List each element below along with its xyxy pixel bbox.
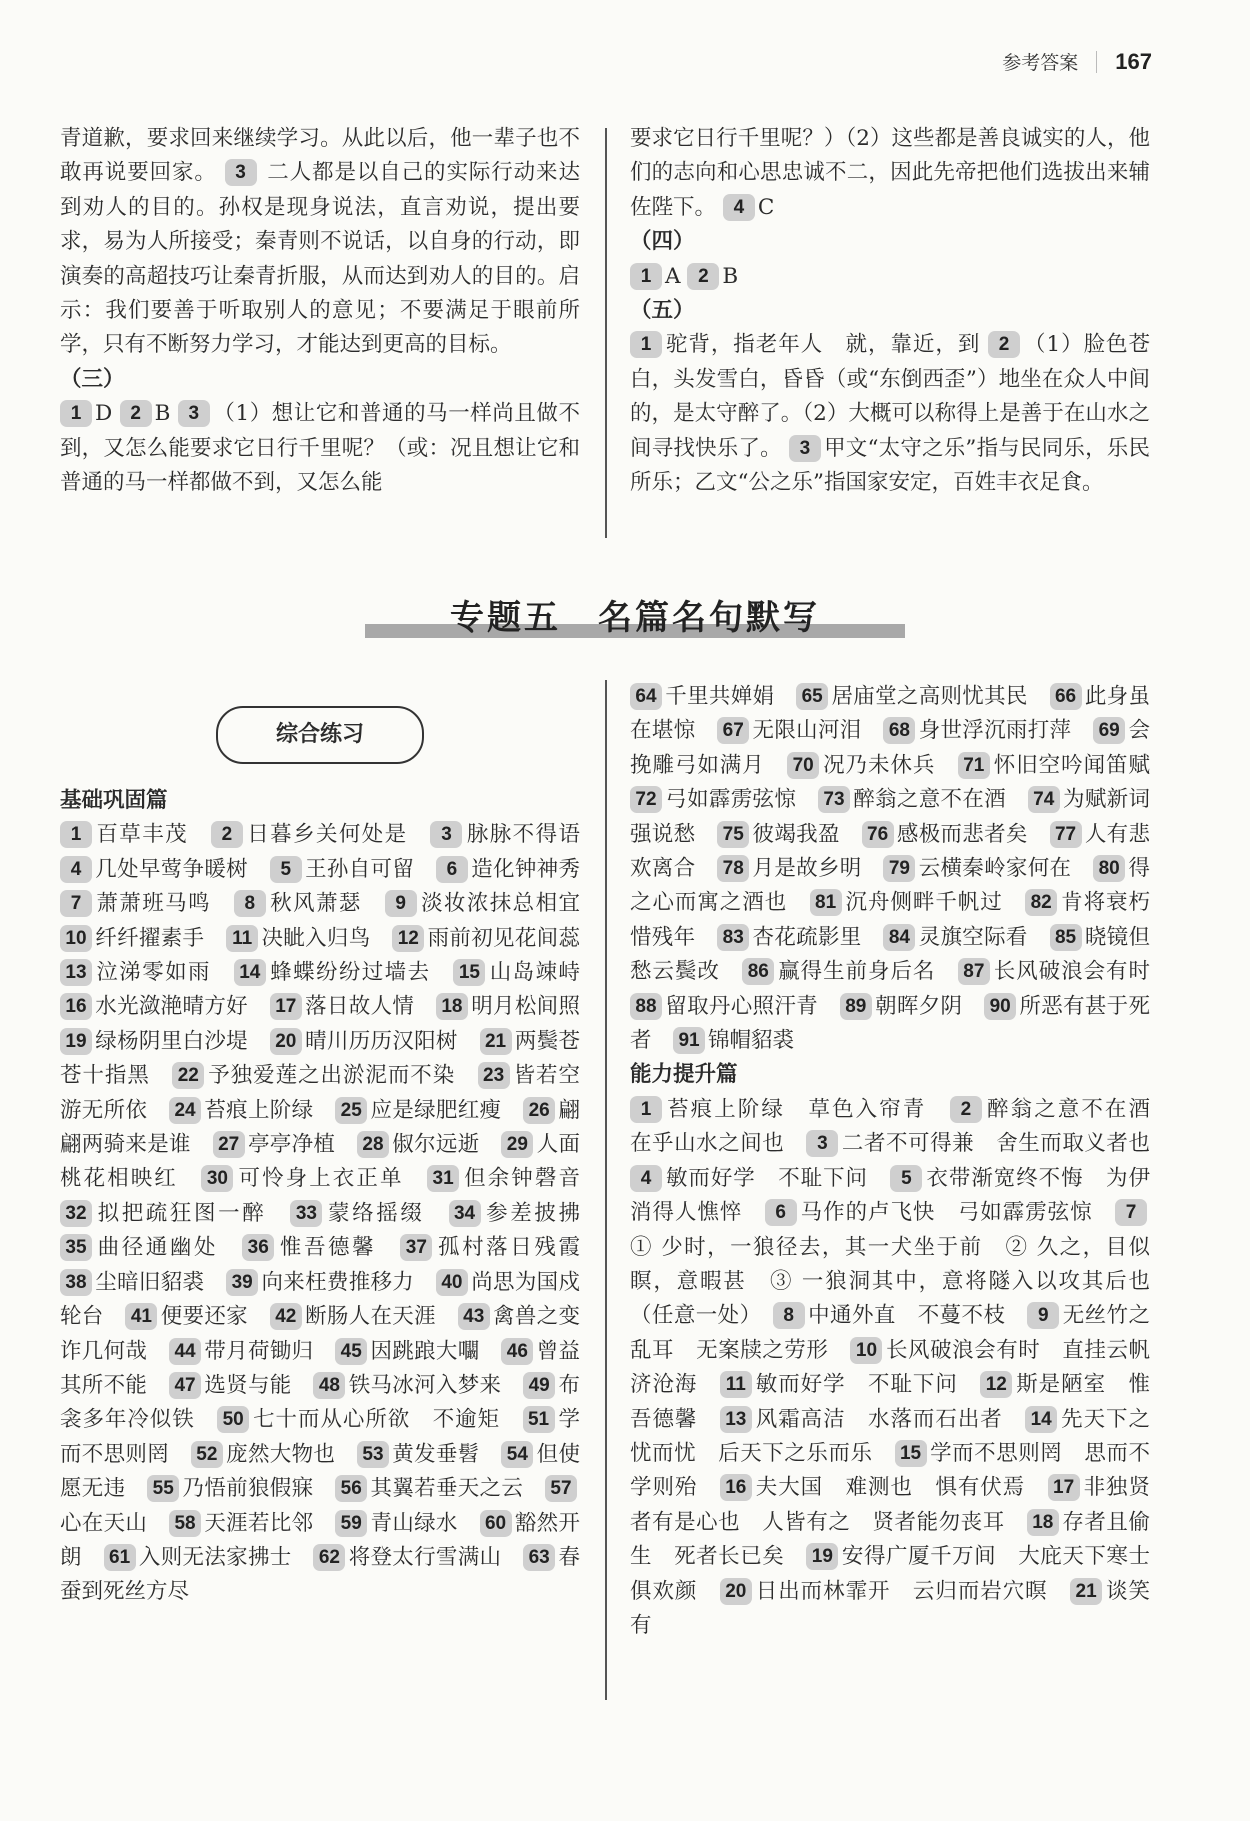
answer-number-badge: 3: [225, 159, 257, 186]
answer-number-badge: 7: [1115, 1199, 1147, 1226]
answer-number-badge: 16: [720, 1474, 752, 1501]
answer-number-badge: 87: [958, 958, 990, 985]
answer-text: 长风破浪会有时 直挂云帆济沧海: [630, 1337, 1150, 1398]
answer-number-badge: 3: [806, 1130, 838, 1157]
answer-number-badge: 49: [523, 1372, 555, 1399]
answer-text: 灵旗空际看: [918, 924, 1050, 950]
answer-text: 豁然开朗: [60, 1510, 580, 1570]
answers-bottom-right: [630, 680, 1172, 1643]
answer-number-badge: 35: [60, 1234, 92, 1261]
answer-number-badge: 3: [178, 400, 210, 427]
answer-text: 学而不思则罔 思而不学则殆: [630, 1440, 1150, 1501]
answer-number-badge: 69: [1093, 717, 1125, 744]
answer-text: 二人都是以自己的实际行动来达到劝人的目的。孙权是现身说法，直言劝说，提出要求，易为人所接受；秦青则不说话，以自身的行动，即演奏的高超技巧让秦青折服，从而达到劝人的目的。启示：我们要善于听取别人的意见；不要满足于眼前所学，只有不断努力学习，才能达到更高的目标。: [60, 160, 580, 358]
answer-number-badge: 12: [980, 1371, 1012, 1398]
answer-text: 无丝竹之乱耳 无案牍之劳形: [630, 1303, 1150, 1363]
answer-text: （1）脸色苍白，头发雪白，昏昏（或“东倒西歪”）地坐在众人中间的，是太守醉了。（2）大概可以称得上是善于在山水之间寻找快乐了。: [630, 332, 1150, 461]
answer-number-badge: 63: [523, 1544, 555, 1571]
answer-number-badge: 1: [630, 331, 662, 358]
answer-number-badge: 4: [60, 856, 92, 883]
answer-number-badge: 29: [501, 1131, 533, 1158]
answer-text: 可怜身上衣正单: [236, 1166, 428, 1192]
answer-text: 先天下之忧而忧 后天下之乐而乐: [630, 1406, 1150, 1466]
answer-text: 天涯若比邻: [204, 1510, 336, 1536]
answer-number-badge: 74: [1028, 786, 1060, 813]
answer-text: 人面桃花相映红: [60, 1132, 580, 1192]
answer-number-badge: 34: [449, 1200, 481, 1227]
answer-text: ① 少时，一狼径去，其一犬坐于前 ② 久之，目似瞑，意暇甚 ③ 一狼洞其中，意将隧入以攻其后也（任意一处）: [630, 1234, 1150, 1329]
section-label: 参考答案: [1002, 52, 1079, 74]
answer-number-badge: 1: [60, 400, 92, 427]
basic-answers-left: [60, 818, 602, 1609]
answer-text: 便要还家: [160, 1304, 270, 1330]
answer-number-badge: 2: [120, 400, 152, 427]
answer-number-badge: 2: [950, 1096, 982, 1123]
answer-text: 为赋新词强说愁: [630, 787, 1150, 847]
answer-number-badge: 70: [787, 752, 819, 779]
column-divider-top: [605, 128, 607, 538]
answer-number-badge: 6: [436, 856, 468, 883]
answer-number-badge: 43: [458, 1303, 490, 1330]
answer-text: 马作的卢飞快 弓如霹雳弦惊: [799, 1200, 1115, 1226]
answer-text: 中通外直 不蔓不枝: [807, 1303, 1028, 1329]
answer-number-badge: 91: [673, 1027, 705, 1054]
answer-number-badge: 89: [840, 993, 872, 1020]
answer-text: 醉翁之意不在酒 在乎山水之间也: [630, 1096, 1172, 1157]
answer-number-badge: 15: [895, 1440, 927, 1467]
answer-number-badge: 20: [270, 1028, 302, 1055]
answer-text: 二者不可得兼 舍生而取义者也: [841, 1131, 1172, 1157]
answer-number-badge: 37: [400, 1234, 432, 1261]
answer-text: 人有悲欢离合: [630, 821, 1150, 882]
answer-text: 得之心而寓之酒也: [630, 856, 1150, 916]
answer-text: C: [757, 194, 775, 220]
answer-number-badge: 56: [335, 1475, 367, 1502]
answer-text: 孤村落日残霞: [435, 1235, 602, 1261]
answer-text: 存者且偷生 死者长已矣: [630, 1509, 1150, 1570]
chapter-banner: [365, 590, 905, 650]
answer-number-badge: 18: [436, 993, 468, 1020]
answer-text: 几处早莺争暖树: [95, 856, 270, 882]
answer-text: 曲径通幽处: [95, 1235, 243, 1261]
answer-number-badge: 47: [169, 1372, 201, 1399]
answer-text: 选贤与能: [204, 1372, 314, 1398]
answer-text: 晴川历历汉阳树: [304, 1028, 480, 1054]
answer-number-badge: 20: [720, 1578, 752, 1605]
answer-number-badge: 22: [172, 1062, 204, 1089]
answer-text: 非独贤者有是心也 人皆有之 贤者能勿丧耳: [630, 1475, 1150, 1535]
answer-text: 谈笑有: [630, 1578, 1150, 1638]
page-number: 167: [1115, 48, 1152, 74]
answer-text: 因跳踉大㘚: [370, 1338, 502, 1364]
answer-number-badge: 21: [480, 1028, 512, 1055]
answer-number-badge: 32: [60, 1200, 92, 1227]
answer-text: 青道歉，要求回来继续学习。从此以后，他一辈子也不敢再说要回家。: [60, 126, 580, 186]
answer-number-badge: 19: [60, 1028, 92, 1055]
answer-number-badge: 6: [765, 1199, 797, 1226]
answer-text: 拟把疏狂图一醉: [95, 1200, 291, 1226]
answer-number-badge: 23: [478, 1062, 510, 1089]
answer-number-badge: 64: [630, 683, 662, 710]
basic-answers-right: [630, 680, 1172, 1058]
answer-number-badge: 16: [60, 993, 92, 1020]
answer-text: 秋风萧瑟: [268, 891, 385, 917]
answer-text: 其翼若垂天之云: [370, 1476, 545, 1502]
answer-number-badge: 14: [234, 959, 266, 986]
answer-text: 风霜高洁 水落而石出者: [754, 1406, 1026, 1432]
answer-number-badge: 85: [1050, 924, 1082, 951]
answer-number-badge: 81: [810, 889, 842, 916]
answer-number-badge: 77: [1050, 821, 1082, 848]
answer-number-badge: 33: [290, 1200, 322, 1227]
answer-text: 绿杨阴里白沙堤: [95, 1028, 270, 1054]
answer-text: 淡妆浓抹总相宜: [419, 891, 602, 917]
answer-text: 彼竭我盈: [752, 821, 862, 847]
answer-number-badge: 72: [630, 786, 662, 813]
answer-text: 怀旧空吟闻笛赋: [992, 752, 1172, 778]
answer-number-badge: 21: [1070, 1578, 1102, 1605]
answer-text: 禽兽之变诈几何哉: [60, 1304, 580, 1364]
answer-number-badge: 9: [385, 890, 417, 917]
column-divider-bottom: [605, 680, 607, 1700]
answer-number-badge: 38: [60, 1269, 92, 1296]
answer-text: 萧萧班马鸣: [95, 891, 234, 917]
answer-text: 百草丰茂: [95, 822, 211, 848]
answer-text: 无限山河泪: [752, 718, 884, 744]
answer-text: 晓镜但愁云鬓改: [630, 924, 1150, 985]
answer-text: 皆若空游无所依: [60, 1063, 580, 1123]
answer-text: 带月荷锄归: [204, 1338, 336, 1364]
answer-text: 惟吾德馨: [277, 1235, 401, 1261]
answer-number-badge: 67: [717, 717, 749, 744]
answer-number-badge: 30: [201, 1165, 233, 1192]
answer-text: 驼背，指老年人 就，靠近，到: [665, 332, 981, 358]
answer-text: 夫大国 难测也 惧有伏焉: [754, 1475, 1048, 1501]
answer-text: 沉舟侧畔千帆过: [844, 890, 1026, 916]
answer-text: 感极而悲者矣: [896, 821, 1050, 847]
answer-text: 留取丹心照汗青: [665, 993, 840, 1019]
answer-number-badge: 11: [720, 1371, 752, 1398]
answer-text: 心在天山: [60, 1510, 170, 1536]
answer-number-badge: 8: [234, 890, 266, 917]
answer-number-badge: 55: [147, 1475, 179, 1502]
answer-text: 蜂蝶纷纷过墙去: [268, 960, 454, 986]
section-heading: （四）: [630, 229, 695, 255]
answer-number-badge: 28: [357, 1131, 389, 1158]
answer-number-badge: 1: [630, 1096, 662, 1123]
answer-text: B: [154, 401, 171, 427]
answer-number-badge: 62: [313, 1544, 345, 1571]
answer-number-badge: 57: [545, 1475, 577, 1502]
answers-bottom-left: [60, 784, 602, 1610]
answer-text: 乃悟前狼假寐: [182, 1476, 336, 1502]
answer-number-badge: 10: [850, 1337, 882, 1364]
advanced-answers: [630, 1093, 1172, 1644]
answer-number-badge: 10: [60, 925, 92, 952]
answer-number-badge: 17: [270, 993, 302, 1020]
answer-number-badge: 4: [723, 194, 755, 221]
answer-text: 脉脉不得语: [465, 822, 602, 848]
answer-number-badge: 1: [60, 821, 92, 848]
section-heading: （三）: [60, 366, 125, 392]
answer-number-badge: 79: [883, 855, 915, 882]
answer-text: 敏而好学 不耻下问: [665, 1165, 891, 1191]
answer-text: 云横秦岭家何在: [918, 856, 1094, 882]
answer-number-badge: 5: [270, 856, 302, 883]
answer-text: 日出而林霏开 云归而岩穴暝: [754, 1578, 1071, 1604]
answer-text: 斯是陋室 惟吾德馨: [630, 1372, 1150, 1432]
answer-number-badge: 42: [270, 1303, 302, 1330]
answers-top-left: [60, 122, 580, 500]
answer-number-badge: 18: [1027, 1509, 1059, 1536]
answer-text: 决眦入归鸟: [261, 925, 393, 951]
answer-text: 肯将衰朽惜残年: [630, 890, 1150, 950]
answer-number-badge: 86: [742, 958, 774, 985]
answer-text: 醉翁之意不在酒: [852, 787, 1028, 813]
answer-number-badge: 66: [1050, 683, 1082, 710]
answer-number-badge: 9: [1027, 1302, 1059, 1329]
answer-number-badge: 14: [1025, 1406, 1057, 1433]
answer-text: 黄发垂髫: [392, 1441, 502, 1467]
answer-text: 但余钟磬音: [462, 1166, 602, 1192]
answer-number-badge: 2: [988, 331, 1020, 358]
answer-number-badge: 60: [480, 1510, 512, 1537]
answer-text: 青山绿水: [370, 1510, 480, 1536]
answer-text: 入则无法家拂士: [138, 1544, 314, 1570]
answer-text: 向来枉费推移力: [261, 1269, 436, 1295]
answer-text: 况乃未休兵: [822, 752, 958, 778]
answer-text: 苔痕上阶绿: [204, 1097, 336, 1123]
answer-text: 此身虽在堪惊: [630, 684, 1150, 744]
answer-text: 甲文“太守之乐”指与民同乐，乐民所乐；乙文“公之乐”指国家安定，百姓丰衣足食。: [630, 435, 1150, 496]
answer-text: 水光潋滟晴方好: [95, 994, 270, 1020]
answer-number-badge: 45: [335, 1338, 367, 1365]
answer-text: 学而不思则罔: [60, 1407, 580, 1467]
answer-number-badge: 27: [213, 1131, 245, 1158]
answer-number-badge: 75: [717, 821, 749, 848]
answer-text: 泣涕零如雨: [95, 960, 234, 986]
answer-number-badge: 53: [357, 1441, 389, 1468]
answer-number-badge: 5: [890, 1165, 922, 1192]
answer-text: 身世浮沉雨打萍: [918, 718, 1094, 744]
answer-text: 朝晖夕阴: [874, 993, 985, 1019]
answer-number-badge: 36: [242, 1234, 274, 1261]
subsection-heading: 能力提升篇: [630, 1062, 738, 1088]
answer-number-badge: 65: [796, 683, 828, 710]
answer-number-badge: 44: [169, 1338, 201, 1365]
answer-number-badge: 8: [773, 1302, 805, 1329]
answer-text: 庞然大物也: [225, 1441, 357, 1467]
answer-number-badge: 83: [717, 924, 749, 951]
header-divider: [1096, 51, 1097, 73]
answer-text: 布衾多年冷似铁: [60, 1372, 580, 1433]
answer-text: 落日故人情: [304, 994, 436, 1020]
answer-number-badge: 90: [984, 993, 1016, 1020]
answer-text: 参差披拂: [483, 1200, 602, 1226]
answer-number-badge: 26: [523, 1097, 555, 1124]
answer-text: 苔痕上阶绿 草色入帘青: [665, 1096, 950, 1122]
answer-number-badge: 1: [630, 263, 662, 290]
answer-text: 尘暗旧貂裘: [95, 1269, 227, 1295]
answer-text: 锦帽貂裘: [708, 1028, 816, 1054]
answer-text: 亭亭净植: [247, 1132, 357, 1158]
answer-text: 山岛竦峙: [488, 960, 602, 986]
answer-text: 雨前初见花间蕊: [427, 925, 602, 951]
answer-text: 明月松间照: [470, 994, 602, 1020]
answer-number-badge: 3: [789, 435, 821, 462]
answer-text: 王孙自可留: [304, 856, 436, 882]
answer-number-badge: 46: [501, 1338, 533, 1365]
answer-text: 造化钟神秀: [470, 856, 602, 882]
answer-text: （1）想让它和普通的马一样尚且做不到，又怎么能要求它日行千里呢？（或：况且想让它和普通的马一样都做不到，又怎么能: [60, 401, 580, 496]
answer-text: 春蚕到死丝方尽: [60, 1544, 580, 1605]
answer-text: A: [665, 263, 681, 289]
answer-text: 尚思为国戍轮台: [60, 1269, 580, 1330]
answer-number-badge: 13: [60, 959, 92, 986]
answer-text: 居庙堂之高则忧其民: [831, 684, 1050, 709]
answer-text: 铁马冰河入梦来: [348, 1372, 524, 1398]
answer-number-badge: 24: [169, 1097, 201, 1124]
answer-text: 长风破浪会有时: [992, 959, 1172, 985]
answer-text: 纤纤擢素手: [95, 925, 227, 951]
answer-number-badge: 71: [958, 752, 990, 779]
answer-text: 应是绿肥红瘦: [370, 1097, 524, 1123]
answer-number-badge: 54: [501, 1441, 533, 1468]
answer-number-badge: 50: [217, 1406, 249, 1433]
answer-number-badge: 39: [226, 1269, 258, 1296]
answer-number-badge: 12: [392, 925, 424, 952]
answer-text: 赢得生前身后名: [777, 959, 958, 985]
answer-number-badge: 4: [630, 1165, 662, 1192]
answer-text: 千里共婵娟: [665, 684, 797, 709]
answer-number-badge: 76: [862, 821, 894, 848]
answer-text: D: [95, 401, 113, 427]
answer-text: 蒙络摇缀: [325, 1200, 449, 1226]
answers-top-right: [630, 122, 1150, 500]
answer-number-badge: 73: [818, 786, 850, 813]
answer-number-badge: 15: [453, 959, 485, 986]
page-header: [1002, 48, 1152, 75]
answer-text: 杏花疏影里: [752, 924, 884, 950]
answer-text: 但使愿无违: [60, 1441, 580, 1502]
answer-number-badge: 48: [313, 1372, 345, 1399]
answer-number-badge: 7: [60, 890, 92, 917]
answer-text: 安得广厦千万间 大庇天下寒士俱欢颜: [630, 1544, 1150, 1604]
answer-number-badge: 82: [1025, 889, 1057, 916]
answer-number-badge: 58: [169, 1510, 201, 1537]
answer-text: 会挽雕弓如满月: [630, 718, 1150, 778]
answer-number-badge: 68: [883, 717, 915, 744]
practice-pill: 综合练习: [216, 706, 424, 764]
answer-number-badge: 25: [335, 1097, 367, 1124]
answer-text: 所恶有甚于死者: [630, 993, 1150, 1054]
answer-number-badge: 31: [427, 1165, 459, 1192]
answer-text: B: [722, 263, 739, 289]
answer-text: 将登太行雪满山: [348, 1544, 524, 1570]
answer-number-badge: 59: [335, 1510, 367, 1537]
answer-number-badge: 88: [630, 993, 662, 1020]
answer-number-badge: 78: [717, 855, 749, 882]
answer-number-badge: 80: [1093, 855, 1125, 882]
answer-number-badge: 11: [226, 925, 258, 952]
answer-text: 月是故乡明: [752, 856, 884, 882]
answer-number-badge: 40: [436, 1269, 468, 1296]
answer-number-badge: 52: [191, 1441, 223, 1468]
answer-number-badge: 3: [430, 821, 462, 848]
answer-text: 敏而好学 不耻下问: [754, 1372, 981, 1398]
answer-text: 七十而从心所欲 不逾矩: [252, 1407, 523, 1433]
answer-text: 曾益其所不能: [60, 1338, 580, 1398]
chapter-title: 专题五 名篇名句默写: [450, 598, 820, 638]
subsection-heading: 基础巩固篇: [60, 788, 168, 813]
answer-text: 弓如霹雳弦惊: [665, 787, 818, 813]
answer-text: 两鬓苍苍十指黑: [60, 1028, 580, 1089]
answer-text: 予独爱莲之出淤泥而不染: [207, 1063, 478, 1089]
answer-text: 日暮乡关何处是: [245, 822, 431, 848]
answer-number-badge: 2: [211, 821, 243, 848]
answer-number-badge: 19: [806, 1543, 838, 1570]
answer-number-badge: 17: [1048, 1474, 1080, 1501]
answer-number-badge: 13: [720, 1406, 752, 1433]
answer-text: 衣带渐宽终不悔 为伊消得人憔悴: [630, 1165, 1150, 1226]
answer-text: 要求它日行千里呢？）（2）这些都是善良诚实的人，他们的志向和心思忠诚不二，因此先帝把他们选拔出来辅佐陛下。: [630, 126, 1150, 220]
answer-number-badge: 84: [883, 924, 915, 951]
answer-text: 翩翩两骑来是谁: [60, 1097, 580, 1158]
section-heading: （五）: [630, 298, 695, 324]
answer-number-badge: 41: [125, 1303, 157, 1330]
answer-text: 断肠人在天涯: [304, 1304, 458, 1330]
answer-number-badge: 51: [523, 1406, 555, 1433]
answer-number-badge: 2: [687, 263, 719, 290]
answer-number-badge: 61: [104, 1544, 136, 1571]
answer-text: 俶尔远逝: [392, 1132, 502, 1158]
